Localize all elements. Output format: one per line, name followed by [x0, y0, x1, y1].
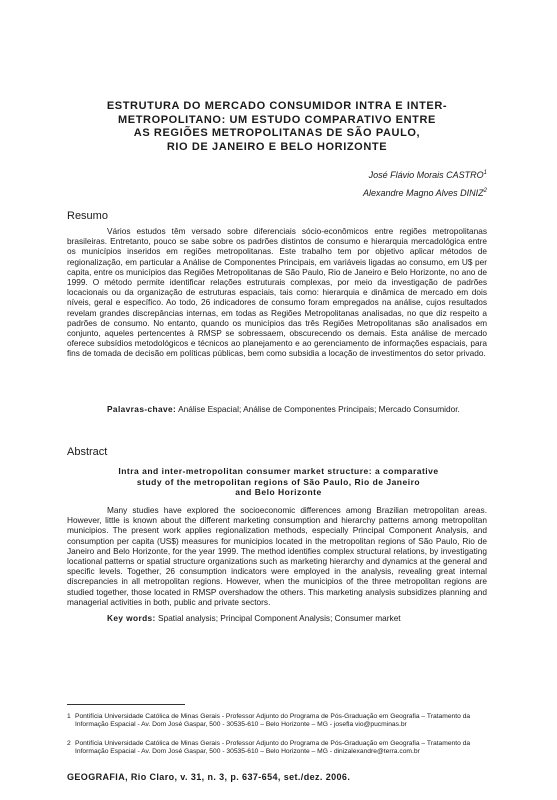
abstract-subtitle [90, 466, 467, 498]
author-block [363, 166, 487, 201]
footnote-rule [67, 704, 185, 705]
footnote-2 [67, 740, 487, 757]
subtitle-line-1: Intra and inter-metropolitan consumer market structure: a comparative [118, 466, 439, 476]
footnote-mark-2: 2 [483, 187, 487, 194]
subtitle-line-2: study of the metropolitan regions of São Paulo, Rio de Janeiro [136, 476, 421, 487]
author-2: Alexandre Magno Alves DINIZ$^2$ [362, 187, 487, 198]
resumo-keywords [67, 404, 487, 414]
abstract-heading: Abstract [67, 446, 108, 458]
abstract-body: Many studies have explored the socioeconomic differences among Brazilian metropolitan areas. However, little is known about the different marketing consumption and hierarchy patterns among metropolitan municipios. The present work applies regionalization methods, especially Principal Component Analysis, and consumption per capita (US$) measures for municipios located in the metropolitan regions of São Paulo, Rio de Janeiro and Belo Horizonte, for the year 1999. The method identifies complex structural relations, by investigating locational patterns or spatial structure organizations such as marketing hierarchy and dynamics at the general and specific levels. Together, 26 consumption indicators were employed in the analysis, revealing great internal discrepancies in all metropolitan regions. However, when the municipios of the three metropolitan regions are studied together, those located in RMSP overshadow the others. This marketing analysis subsidizes planning and managerial activities in both, public and private sectors. [67, 505, 487, 607]
footnote-1-number: 1 [67, 713, 71, 720]
footnote-2-number: 2 [67, 740, 71, 747]
footnote-mark-1: 1 [483, 170, 487, 176]
author-1: José Flávio Morais CASTRO$^1$ [368, 170, 487, 180]
abstract-keywords-label: Key words: [107, 613, 156, 623]
resumo-heading: Resumo [67, 210, 108, 222]
resumo-keywords-label: Palavras-chave: [107, 404, 177, 414]
title-line-3: AS REGIÕES METROPOLITANAS DE SÃO PAULO, [133, 127, 421, 139]
title-line-1: ESTRUTURA DO MERCADO CONSUMIDOR INTRA E INTER- [106, 100, 448, 112]
footnote-1 [67, 713, 487, 730]
footnote-1-text: Pontifícia Universidade Católica de Minas Gerais - Professor Adjunto do Programa de Pós-Graduação em Geografia – Tratamento da Informação Espacial - Av. Dom José Gaspar, 500 - 30535-610 – Belo Horizonte – MG - josefla vio@pucminas.br [75, 713, 471, 729]
title-line-2: METROPOLITANO: UM ESTUDO COMPARATIVO ENTRE [118, 113, 436, 126]
journal-citation: GEOGRAFIA, Rio Claro, v. 31, n. 3, p. 637-654, set./dez. 2006. [67, 772, 351, 782]
resumo-keywords-text: Análise Espacial; Análise de Componentes Principais; Mercado Consumidor. [178, 404, 460, 414]
resumo-body: Vários estudos têm versado sobre diferenciais sócio-econômicos entre regiões metropolitanas brasileiras. Entretanto, pouco se sabe sobre os padrões distintos de consumo e hierarquia mercadológica entre os municípios inseridos em regiões metropolitanas. Este trabalho tem por objetivo aplicar métodos de regionalização, em particular a Análise de Componentes Principais, em variáveis ligadas ao consumo, em U$ per capita, entre os municípios das Regiões Metropolitanas de São Paulo, Rio de Janeiro e Belo Horizonte, no ano de 1999. O método permite identificar relações estruturais complexas, por meio da investigação de padrões locacionais ou da organização de estruturas espaciais, tais como: hierarquia e dinâmica de mercado em dois níveis, geral e específico. Ao todo, 26 indicadores de consumo foram empregados na análise, cujos resultados revelam grandes discrepâncias internas, em todas as Regiões Metropolitanas analisadas, no que diz respeito a padrões de consumo. No entanto, quando os municípios das três Regiões Metropolitanas são analisados em conjunto, aqueles pertencentes à RMSP se sobressaem, obscurecendo os demais. Esta análise de mercado oferece subsídios metodológicos e técnicos ao planejamento e ao gerenciamento de informações espaciais, para fins de tomada de decisão em políticas públicas, bem como subsidia a locação de investimentos do setor privado. [67, 226, 487, 359]
abstract-keywords [67, 613, 487, 623]
paper-title [67, 100, 487, 154]
abstract-keywords-text: Spatial analysis; Principal Component Analysis; Consumer market [158, 613, 401, 623]
subtitle-line-3: and Belo Horizonte [235, 487, 322, 497]
footnote-2-text: Pontifícia Universidade Católica de Minas Gerais - Professor Adjunto do Programa de Pós-Graduação em Geografia – Tratamento da Informação Espacial - Av. Dom José Gaspar, 500 - 30535-610 – Belo Horizonte – MG - dinizalexandre@terra.com.br [75, 740, 471, 756]
title-line-4: RIO DE JANEIRO E BELO HORIZONTE [166, 140, 388, 153]
